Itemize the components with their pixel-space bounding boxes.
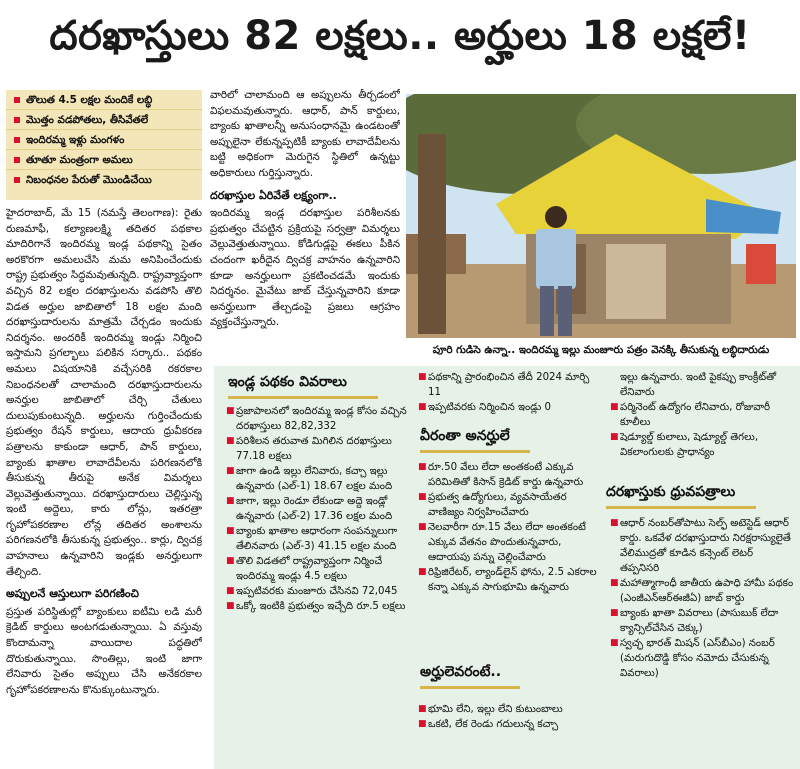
square-bullet-icon bbox=[14, 177, 20, 183]
square-bullet-icon: ■ bbox=[610, 638, 619, 648]
heading-underline bbox=[228, 396, 378, 399]
list-item: ■ బ్యాంకు ఖాతాల ఆధారంగా సంపన్నులుగా తేలినవారు (ఎల్-3) 41.15 లక్షల మంది bbox=[226, 526, 398, 552]
square-bullet-icon: ■ bbox=[418, 372, 427, 382]
square-bullet-icon: ■ bbox=[418, 704, 427, 714]
highlight-item: తూతూ మంత్రంగా అమలు bbox=[6, 150, 202, 170]
article-column-2 bbox=[210, 88, 400, 358]
scheme-heading: ఇండ్ల పథకం వివరాలు bbox=[228, 374, 347, 390]
highlight-item: మొత్తం వడపోతలు, తీసివేతలే bbox=[6, 110, 202, 130]
square-bullet-icon: ■ bbox=[226, 526, 235, 536]
list-item: ■ ఇప్పటివరకు నిర్మించిన ఇండ్లు 0 bbox=[418, 402, 551, 413]
hut-photo bbox=[406, 94, 796, 338]
list-item: ■ నెలవారీగా రూ.15 వేలు లేదా అంతకంటే ఎక్కువ వేతనం పొందుతున్నవారు, ఆదాయపు పన్ను చెల్లించేవారు bbox=[418, 522, 586, 563]
ineligible-heading: వీరంతా అనర్హులే bbox=[420, 428, 510, 444]
list-item: ■ పరిశీలన తరువాత మిగిలిన దరఖాస్తులు 77.18 లక్షలు bbox=[226, 436, 392, 462]
square-bullet-icon: ■ bbox=[226, 601, 235, 611]
paragraph: వారిలో చాలామంది ఆ అప్పులను తీర్చడంలో విఫలమవుతున్నారు. ఆధార్, పాన్ కార్డులు, బ్యాంకు ఖాతాలన్నీ అనుసంధానమై ఉండటంతో అప్పులైనా లేకున్నప్పటికీ బ్యాంకు లావాదేవీలను బట్టి అధికంగా మెరుగైన స్థితిలో ఉన్నట్టు అధికారులు గుర్తిస్తున్నారు. bbox=[210, 89, 400, 179]
square-bullet-icon bbox=[14, 97, 20, 103]
paragraph: ఇందిరమ్మ ఇండ్ల దరఖాస్తుల పరిశీలనకు ప్రభుత్వం చేపట్టిన ప్రక్రియపై సర్వత్రా విమర్శలు వెల్లువెత్తుతున్నాయి. కోడిగుడ్లపై ఈకలు పీకిన చందంగా ఖరీదైన ద్విచక్ర వాహనం ఉన్నవారిని కూడా అనర్హులుగా ప్రకటించడమే ఇందుకు నిదర్శనం. మైవేటు జాబ్ చేస్తున్నవారిని కూడా అనర్హులుగా తేల్చడంపై ప్రజలు ఆగ్రహం వ్యక్తంచేస్తున్నారు. bbox=[210, 207, 400, 329]
subheading: అప్పులనే ఆస్తులుగా పరిగణించి bbox=[6, 587, 139, 601]
scheme-dates bbox=[418, 370, 604, 420]
square-bullet-icon bbox=[14, 157, 20, 163]
heading-underline bbox=[420, 450, 530, 453]
list-item: ■ బ్యాంకు ఖాతా వివరాలు (పాసుబుక్ లేదా క్యాన్సిల్‌చేసిన చెక్కు) bbox=[610, 608, 779, 634]
eligible-list bbox=[418, 702, 604, 766]
documents-heading: దరఖాస్తుకు ధ్రువపత్రాలు bbox=[606, 484, 736, 500]
list-item: ■ తొలి విడతలో రాష్ట్రవ్యాప్తంగా నిర్మించే ఇందిరమ్మ ఇండ్లు 4.5 లక్షలు bbox=[226, 556, 383, 582]
paragraph: ప్రస్తుత పరిస్థితుల్లో బ్యాంకులు ఐటీమి లడి మరీ క్రెడిట్ కార్డులు అంటగడుతున్నాయి. ఏ వస్తువు కొందామన్నా వాయిదాల పద్ధతిలో దొరుకుతున్నాయి. సొంతిల్లు, ఇంటి జాగా లేనివారు సైతం అప్పులు చేసి అనేకరకాల గృహోపకరణాలను కొనుక్కుంటున్నారు. bbox=[6, 605, 202, 696]
square-bullet-icon: ■ bbox=[226, 466, 235, 476]
square-bullet-icon: ■ bbox=[226, 496, 235, 506]
scheme-list bbox=[226, 404, 412, 766]
square-bullet-icon: ■ bbox=[610, 578, 619, 588]
list-item: ■ ప్రభుత్వ ఉద్యోగులు, వ్యవసాయేతర వాణిజ్యం నిర్వహించేవారు bbox=[418, 492, 567, 518]
bullet-spacer bbox=[610, 370, 620, 400]
documents-list bbox=[610, 516, 794, 766]
subheading: దరఖాస్తుల ఏరివేతే లక్ష్యంగా.. bbox=[210, 188, 337, 202]
square-bullet-icon: ■ bbox=[226, 406, 235, 416]
photo-illustration bbox=[406, 94, 796, 338]
list-item: ■ ఇప్పటివరకు మంజూరు చేసినవి 72,045 bbox=[226, 586, 398, 597]
list-item: ■ మహాత్మాగాంధీ జాతీయ ఉపాధి హామీ పథకం (ఎంజీఎన్‌ఆర్‌ఈజీఏ) జాబ్ కార్డు bbox=[610, 578, 794, 604]
highlight-item: ఇందిరమ్మ ఇళ్లు మంగళం bbox=[6, 130, 202, 150]
highlight-item: తొలుత 4.5 లక్షల మందికే లబ్ధి bbox=[6, 90, 202, 110]
square-bullet-icon: ■ bbox=[226, 586, 235, 596]
highlight-item: నిబంధనల పేరుతో మొండిచేయి bbox=[6, 170, 202, 189]
heading-underline bbox=[606, 506, 756, 509]
list-item: ■ పథకాన్ని ప్రారంభించిన తేదీ 2024 మార్చి 11 bbox=[418, 372, 590, 398]
list-item: ■ ఒక్కో ఇంటికి ప్రభుత్వం ఇచ్చేది రూ.5 లక్షలు bbox=[226, 601, 406, 612]
list-item: ■ పర్మినెంట్ ఉద్యోగం లేనివారు, రోజువారీ కూలీలు bbox=[610, 402, 771, 428]
list-item: ■ జాగా, ఇల్లు రెండూ లేకుండా అద్దె ఇండ్లో ఉన్నవారు (ఎల్-2) 17.36 లక్షల మంది bbox=[226, 496, 393, 522]
square-bullet-icon: ■ bbox=[418, 462, 427, 472]
dateline: హైదరాబాద్, మే 15 (నమస్తే తెలంగాణ): bbox=[6, 207, 179, 219]
square-bullet-icon: ■ bbox=[418, 492, 427, 502]
square-bullet-icon bbox=[14, 117, 20, 123]
list-item: ■ షెడ్యూల్డ్ కులాలు, షెడ్యూల్డ్ తెగలు, వికలాంగులకు ప్రాధాన్యం bbox=[610, 432, 759, 458]
list-item: ■ ఆధార్ నంబర్‌తోపాటు సెల్ఫ్ అటెస్టెడ్ ఆధార్ కార్డు. ఒకవేళ దరఖాస్తుదారు నిరక్షరాస్యులైతే వేలిముద్రతో కూడిన కన్సెంట్ లెటర్ తప్పనిసరి bbox=[610, 518, 791, 574]
square-bullet-icon: ■ bbox=[610, 402, 619, 412]
square-bullet-icon: ■ bbox=[418, 522, 427, 532]
ineligible-list bbox=[418, 460, 604, 660]
square-bullet-icon: ■ bbox=[418, 567, 427, 577]
headline: దరఖాస్తులు 82 లక్షలు.. అర్హులు 18 లక్షలే! bbox=[49, 13, 751, 59]
photo-caption: పూరి గుడిసె ఉన్నా.. ఇందిరమ్మ ఇల్లు మంజూరు పత్రం వెనక్కి తీసుకున్న లబ్ధిదారుడు bbox=[432, 344, 770, 356]
info-box bbox=[214, 366, 800, 769]
paragraph: రైతు రుణమాఫీ, కల్యాణలక్ష్మి తదితర పథకాల మాదిరిగానే ఇందిరమ్మ ఇండ్ల పథకాన్ని సైతం అరకొరగా అమలుచేసి మమ అనిపించేందుకు రాష్ట్ర ప్రభుత్వం సిద్ధమవుతున్నది. రాష్ట్రవ్యాప్తంగా వచ్చిన 82 లక్షల దరఖాస్తులను వడపోసి తొలి విడత అర్హుల జాబితాలో 18 లక్షల మంది దరఖాస్తుదారులను మాత్రమే చేర్చడం ఇందుకు నిదర్శనం. అందరికీ ఇందిరమ్మ ఇండ్లు నిర్మించి ఇస్తామని ప్రగల్భాలు పలికిన సర్కారు.. పథకం అమలు విషయానికి వచ్చేసరికి రకరకాల నిబంధనలతో చాలామంది దరఖాస్తుదారులను అనర్హుల జాబితాలో చేర్చి చేతులు దులుపుకుంటున్నది. అర్హులను గుర్తించేందుకు ప్రభుత్వం రేషన్ కార్డులు, ఆదాయ ధ్రువీకరణ పత్రాలను కాకుండా ఆధార్, పాన్ కార్డులు, బ్యాంకు ఖాతాల లావాదేవీలను పరిగణనలోకి తీసుకున్న తీరుపై అనేక విమర్శలు వెల్లువెత్తుతున్నాయి. దరఖాస్తుదారులు చెల్లిస్తున్న ఇంటి అద్దెలు, కారు లోన్లు, ఇతరత్రా గృహోపకరణాల లోన్ల తదితర అంశాలను పరిగణనలోకి తీసుకున్న ప్రభుత్వం.. కార్లు, ద్విచక్ర వాహనాలు ఉన్నవారిని ఇండ్లకు అనర్హులుగా తేల్చింది. bbox=[6, 207, 202, 578]
square-bullet-icon: ■ bbox=[226, 556, 235, 566]
highlights-box bbox=[6, 90, 202, 200]
square-bullet-icon: ■ bbox=[226, 436, 235, 446]
square-bullet-icon: ■ bbox=[610, 518, 619, 528]
heading-underline bbox=[420, 686, 520, 689]
list-item: ■ రిఫ్రిజిరేటర్, ల్యాండ్‌లైన్ ఫోను, 2.5 ఎకరాల కన్నా ఎక్కువ సాగుభూమి ఉన్నవారు bbox=[418, 567, 597, 593]
list-item: ■ ప్రజాపాలనలో ఇందిరమ్మ ఇండ్ల కోసం వచ్చిన దరఖాస్తులు 82,82,332 bbox=[226, 406, 407, 432]
list-item: ఇల్లు ఉన్నవారు. ఇంటి పైకప్పు కాంక్రీట్‌తో లేనివారు bbox=[610, 370, 794, 400]
article-column-1 bbox=[6, 206, 202, 766]
eligible-list-continued bbox=[610, 370, 794, 480]
list-item: ■ ఒకటి, లేక రెండు గదులున్న కచ్చా bbox=[418, 719, 559, 730]
list-item: ■ భూమి లేని, ఇల్లు లేని కుటుంబాలు bbox=[418, 704, 563, 715]
square-bullet-icon: ■ bbox=[418, 719, 427, 729]
list-item: ■ జాగా ఉండి ఇల్లు లేనివారు, కచ్చా ఇల్లు ఉన్నవారు (ఎల్-1) 18.67 లక్షల మంది bbox=[226, 466, 393, 492]
square-bullet-icon: ■ bbox=[610, 432, 619, 442]
square-bullet-icon bbox=[14, 137, 20, 143]
eligible-heading: అర్హులెవరంటే.. bbox=[420, 664, 502, 680]
list-item: ■ స్వచ్ఛ భారత్ మిషన్ (ఎస్‌బీఎం) నంబర్ (మరుగుదొడ్డి కోసం నమోదు చేసుకున్న వివరాలు) bbox=[610, 638, 775, 679]
square-bullet-icon: ■ bbox=[610, 608, 619, 618]
list-item: ■ రూ.50 వేలు లేదా అంతకంటే ఎక్కువ పరిమితితో కిసాన్ క్రెడిట్ కార్డు ఉన్నవారు bbox=[418, 462, 584, 488]
square-bullet-icon: ■ bbox=[418, 402, 427, 412]
